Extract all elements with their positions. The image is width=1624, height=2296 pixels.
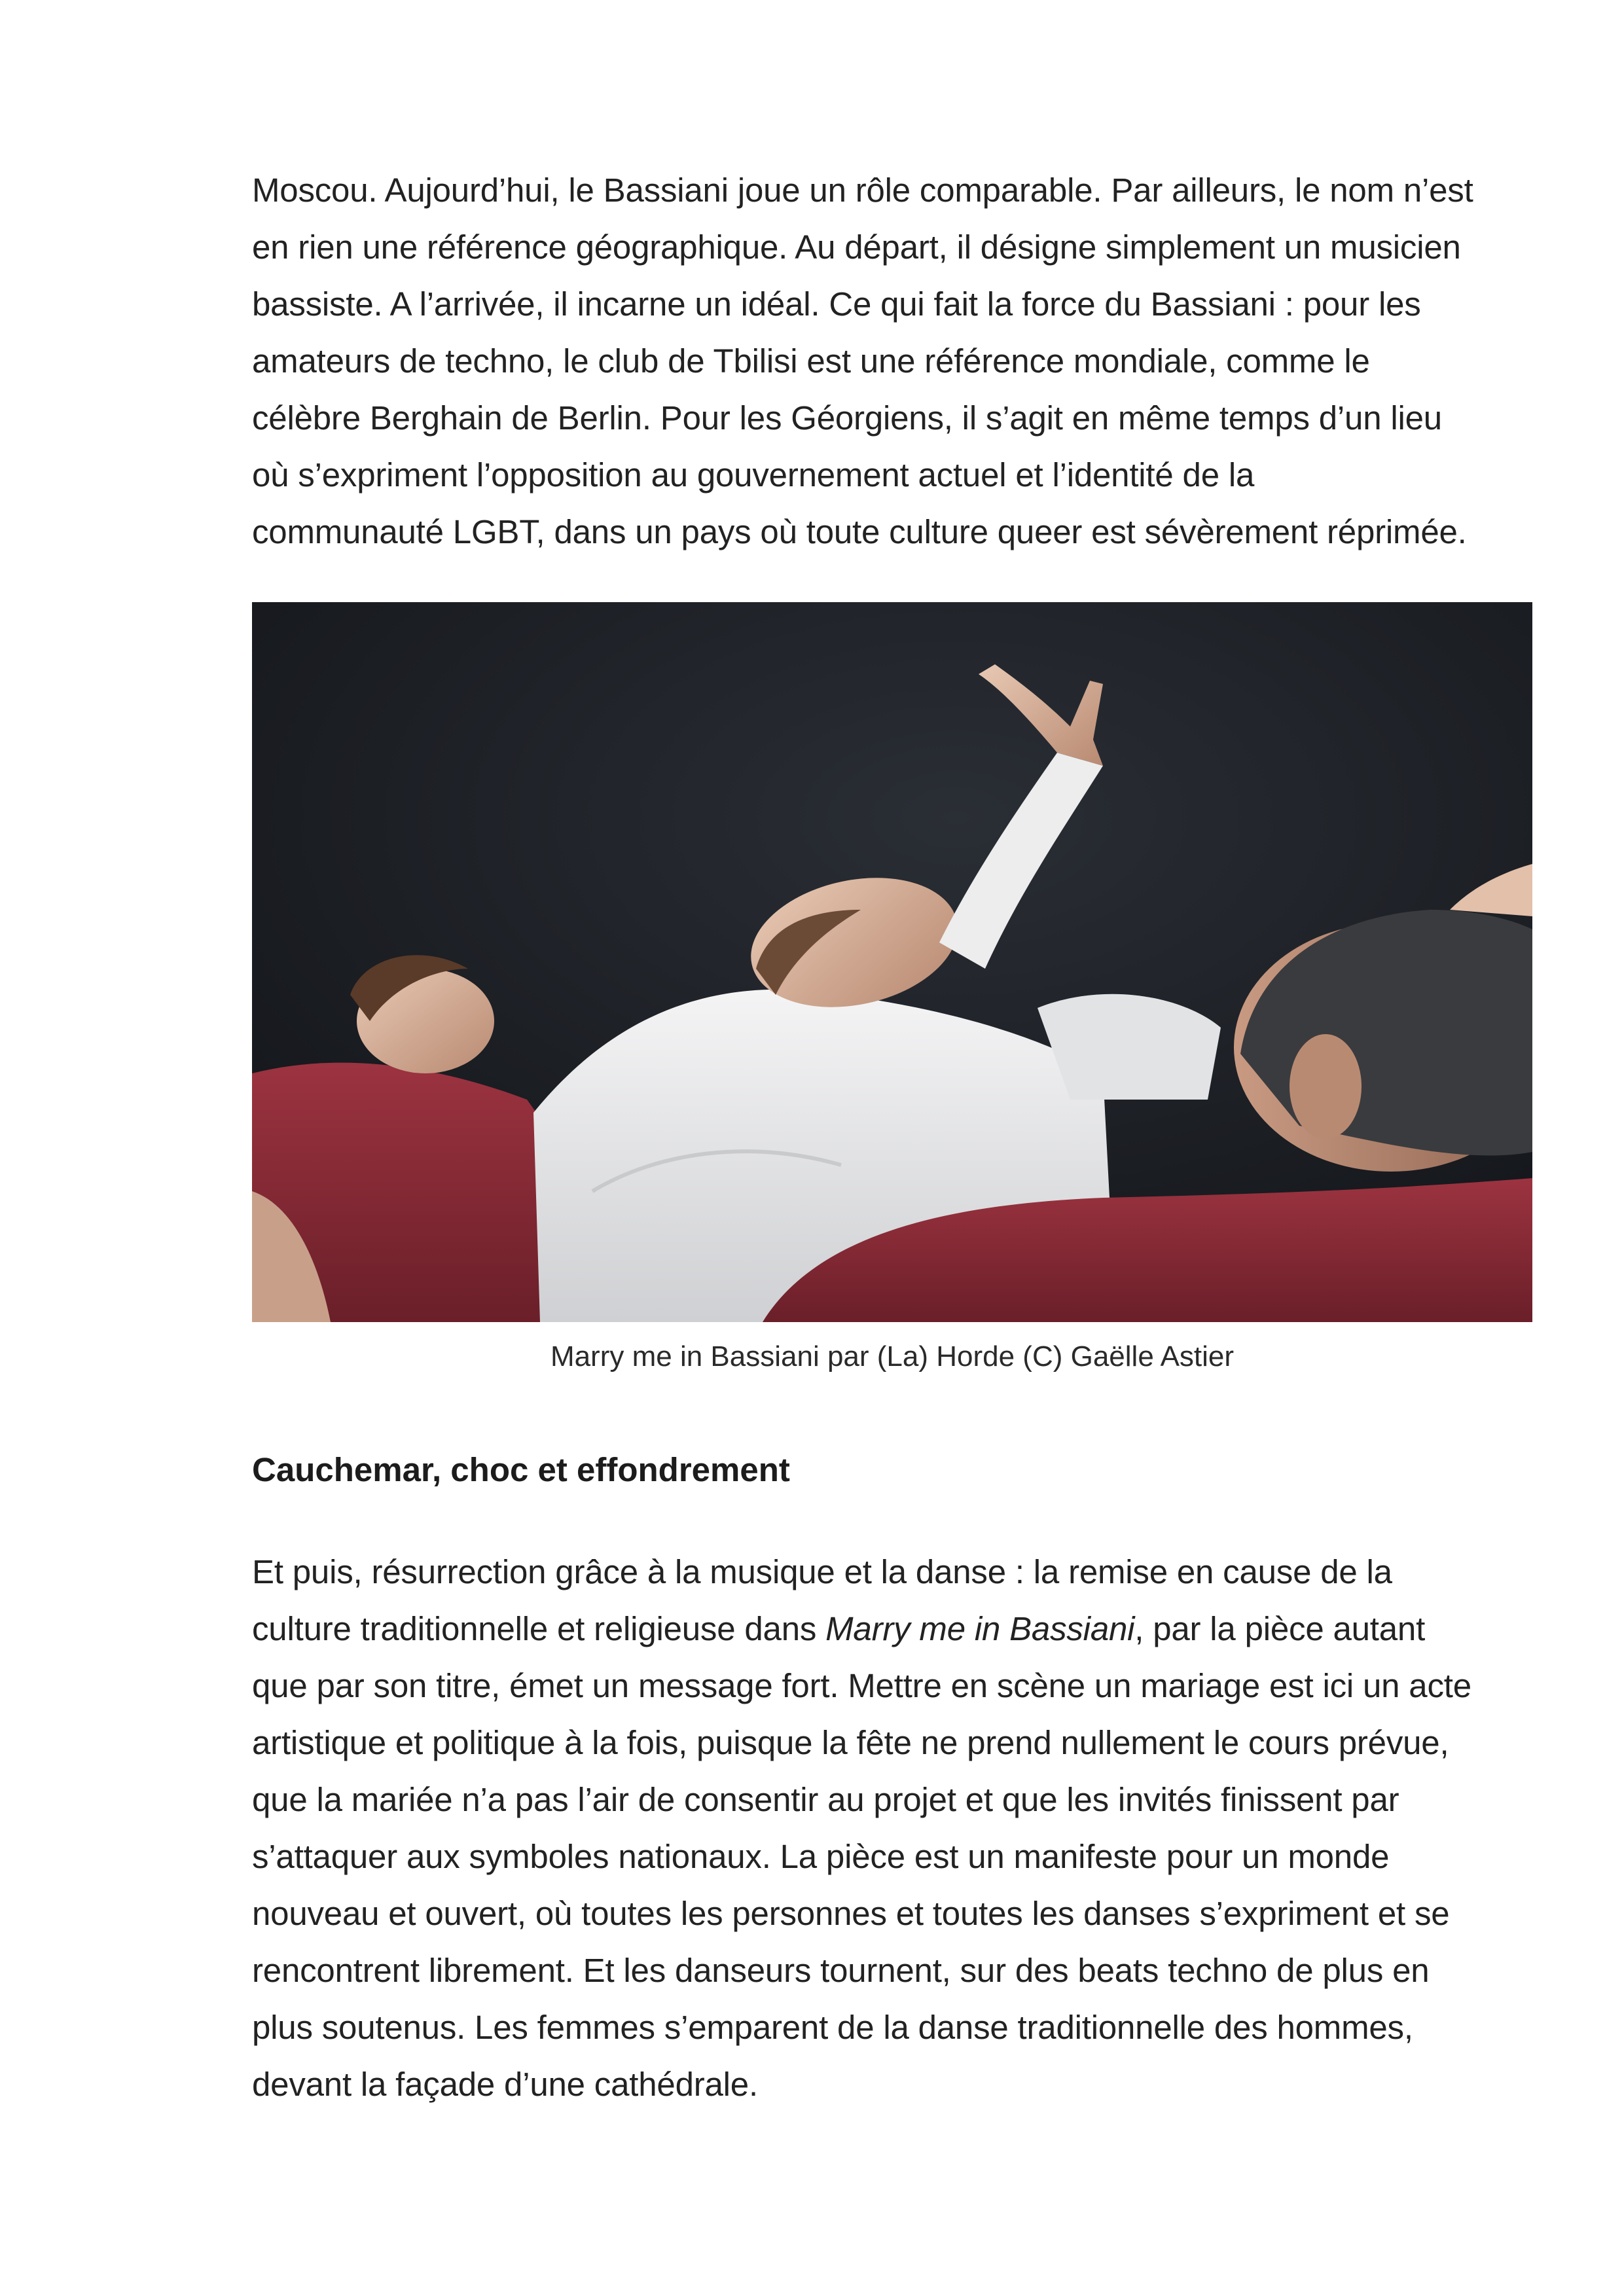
text-line: amateurs de techno, le club de Tbilisi est une référence mondiale, comme le bbox=[252, 342, 1370, 380]
text-line: où s’expriment l’opposition au gouvernement actuel et l’identité de la bbox=[252, 456, 1255, 493]
text-line: plus soutenus. Les femmes s’emparent de la danse traditionnelle des hommes, bbox=[252, 2009, 1413, 2046]
text-line: en rien une référence géographique. Au départ, il désigne simplement un musicien bbox=[252, 228, 1461, 266]
photo-caption: Marry me in Bassiani par (La) Horde (C) Gaëlle Astier bbox=[550, 1340, 1235, 1372]
text-line: artistique et politique à la fois, puisque la fête ne prend nullement le cours prévue, bbox=[252, 1724, 1449, 1761]
text-line: s’attaquer aux symboles nationaux. La pièce est un manifeste pour un monde bbox=[252, 1838, 1390, 1875]
paragraph-intro bbox=[252, 162, 1473, 560]
text-segment: , par la pièce autant bbox=[1134, 1610, 1426, 1647]
section-heading: Cauchemar, choc et effondrement bbox=[252, 1451, 790, 1488]
text-line: rencontrent librement. Et les danseurs tournent, sur des beats techno de plus en bbox=[252, 1952, 1430, 1989]
text-line bbox=[252, 1600, 1471, 1657]
text-line: célèbre Berghain de Berlin. Pour les Géorgiens, il s’agit en même temps d’un lieu bbox=[252, 399, 1442, 437]
photo-illustration bbox=[252, 602, 1532, 1322]
text-line: que la mariée n’a pas l’air de consentir au projet et que les invités finissent par bbox=[252, 1781, 1399, 1818]
text-line: communauté LGBT, dans un pays où toute culture queer est sévèrement réprimée. bbox=[252, 513, 1467, 550]
text-line: Et puis, résurrection grâce à la musique et la danse : la remise en cause de la bbox=[252, 1553, 1392, 1590]
dance-photo bbox=[252, 602, 1532, 1322]
text-line: que par son titre, émet un message fort. Mettre en scène un mariage est ici un acte bbox=[252, 1667, 1471, 1704]
text-line: bassiste. A l’arrivée, il incarne un idéal. Ce qui fait la force du Bassiani : pour les bbox=[252, 285, 1421, 323]
text-segment: culture traditionnelle et religieuse dans bbox=[252, 1610, 826, 1647]
paragraph-body bbox=[252, 1543, 1471, 2113]
text-line: nouveau et ouvert, où toutes les personnes et toutes les danses s’expriment et se bbox=[252, 1895, 1450, 1932]
work-title: Marry me in Bassiani bbox=[825, 1610, 1135, 1647]
text-line: Moscou. Aujourd’hui, le Bassiani joue un rôle comparable. Par ailleurs, le nom n’est bbox=[252, 171, 1473, 209]
text-line: devant la façade d’une cathédrale. bbox=[252, 2066, 758, 2103]
